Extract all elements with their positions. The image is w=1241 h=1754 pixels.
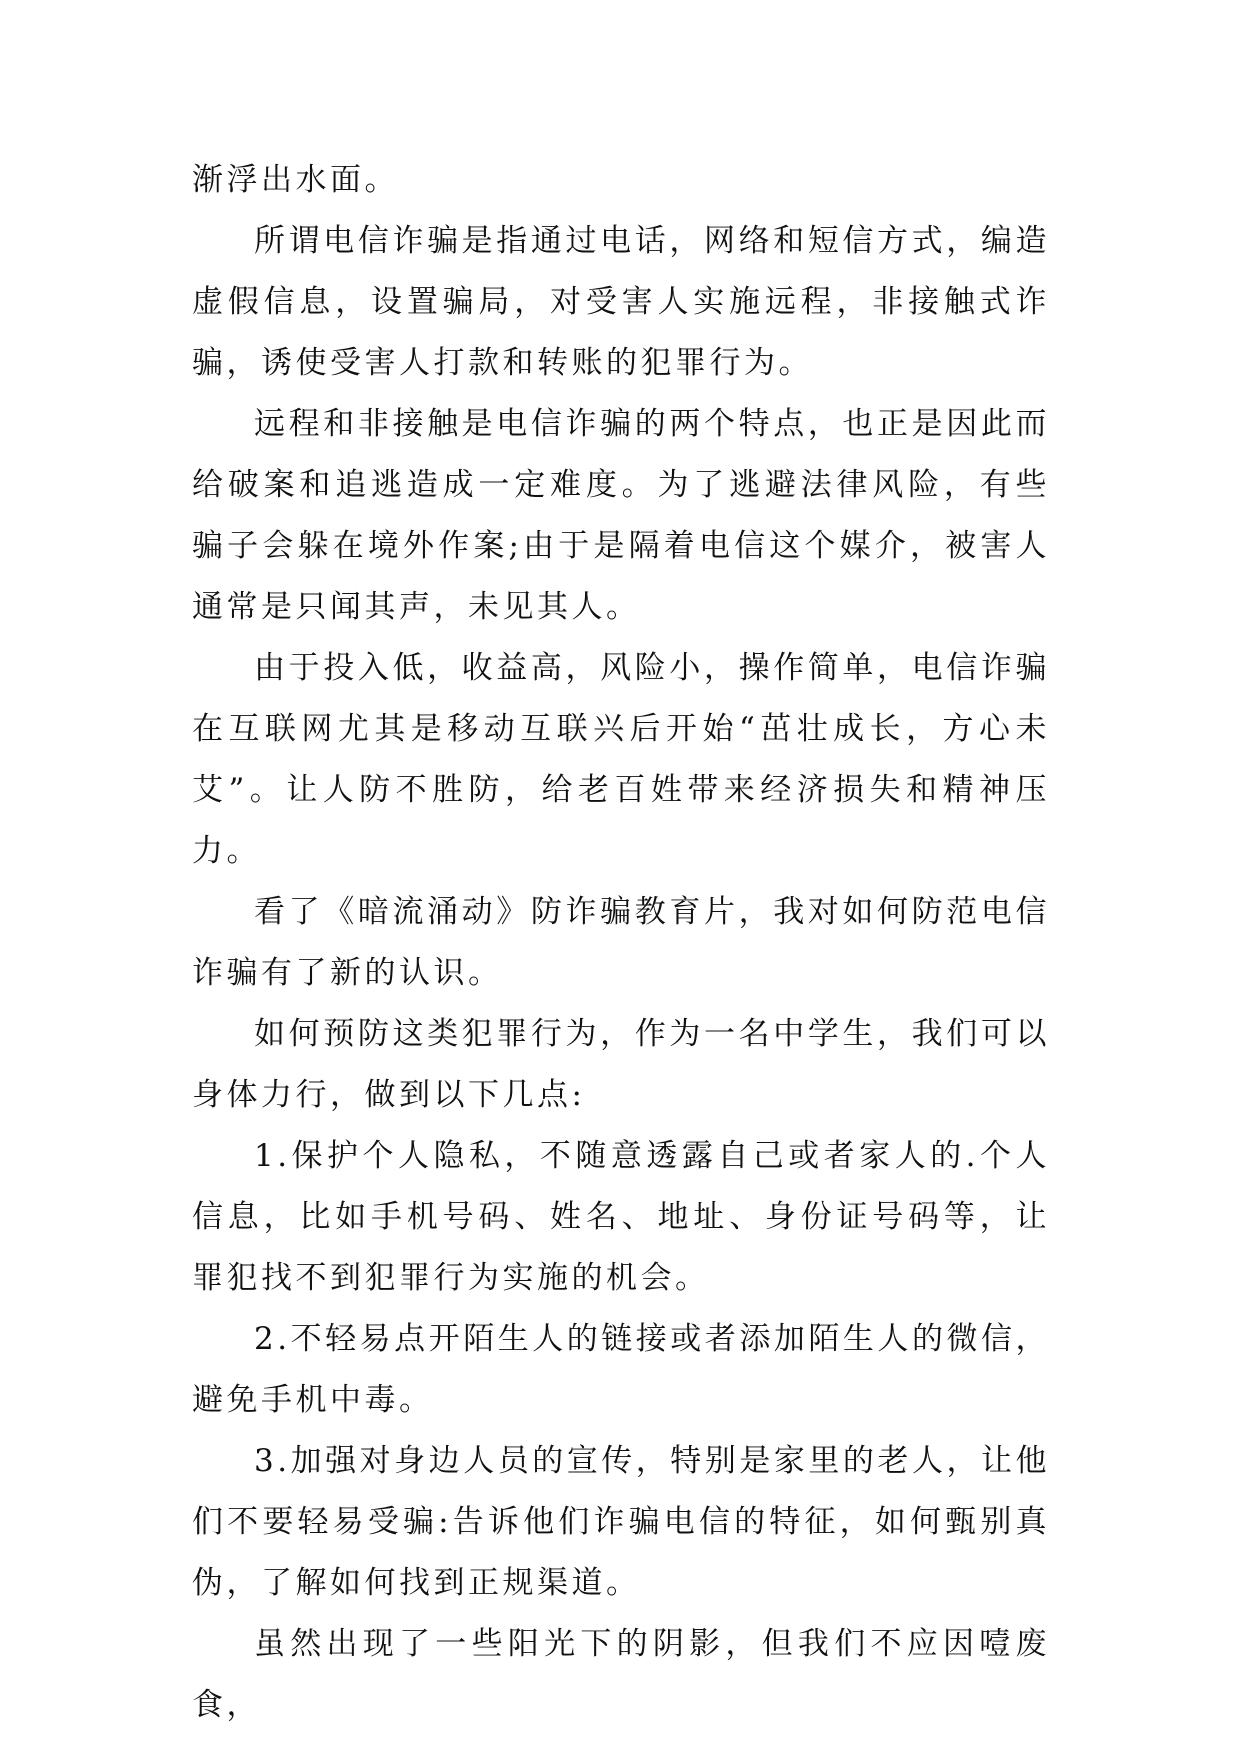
paragraph-9: 3.加强对身边人员的宣传，特别是家里的老人，让他们不要轻易受骗:告诉他们诈骗电信的特征，如何甄别真伪，了解如何找到正规渠道。 (192, 1443, 1050, 1601)
paragraph-1: 渐浮出水面。 (192, 162, 399, 198)
paragraph-6: 如何预防这类犯罪行为，作为一名中学生，我们可以身体力行，做到以下几点: (192, 1016, 1050, 1113)
paragraph-4: 由于投入低，收益高，风险小，操作简单，电信诈骗在互联网尤其是移动互联兴后开始“茁壮成长，方心未艾”。让人防不胜防，给老百姓带来经济损失和精神压力。 (192, 650, 1050, 869)
paragraph-7: 1.保护个人隐私，不随意透露自己或者家人的.个人信息，比如手机号码、姓名、地址、身份证号码等，让罪犯找不到犯罪行为实施的机会。 (192, 1138, 1050, 1296)
paragraph-3: 远程和非接触是电信诈骗的两个特点，也正是因此而给破案和追逃造成一定难度。为了逃避法律风险，有些骗子会躲在境外作案;由于是隔着电信这个媒介，被害人通常是只闻其声，未见其人。 (192, 406, 1050, 625)
paragraph-10: 虽然出现了一些阳光下的阴影，但我们不应因噎废食， (192, 1626, 1050, 1723)
paragraph-5: 看了《暗流涌动》防诈骗教育片，我对如何防范电信诈骗有了新的认识。 (192, 894, 1050, 991)
document-page (192, 150, 1050, 1736)
paragraph-2: 所谓电信诈骗是指通过电话，网络和短信方式，编造虚假信息，设置骗局，对受害人实施远程，非接触式诈骗，诱使受害人打款和转账的犯罪行为。 (192, 223, 1050, 381)
paragraph-8: 2.不轻易点开陌生人的链接或者添加陌生人的微信，避免手机中毒。 (192, 1321, 1050, 1418)
